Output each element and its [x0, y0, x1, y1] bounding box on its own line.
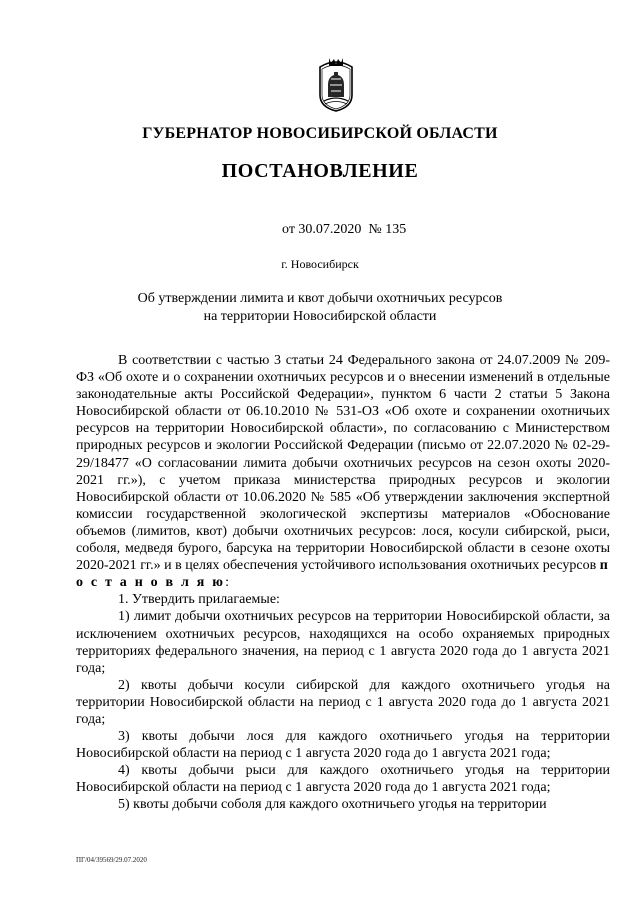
preamble-text: В соответствии с частью 3 статьи 24 Федерального закона от 24.07.2009 № 209-ФЗ «Об охоте и о сохранении охотничьих ресурсов и о внесении изменений в отдельные законодательные акты Российской Федерации», пунктом 6 части 2 статьи 5 Закона Новосибирской области от 06.10.2010 № 531-ОЗ «Об охоте и сохранении охотничьих ресурсов на территории Новосибирской области», по согласованию с Министерством природных ресурсов и экологии Российской Федерации (письмо от 22.07.2020 № 02-29-29/18477 «О согласовании лимита добычи охотничьих ресурсов на сезон охоты 2020-2021 гг.»), с учетом приказа министерства природных ресурсов и экологии Новосибирской области от 10.06.2020 № 585 «Об утверждении заключения экспертной комиссии государственной экологической экспертизы материалов «Обоснование объемов (лимитов, квот) добычи охотничьих ресурсов: лося, косули сибирской, рыси, соболя, медведя бурого, барсука на территории Новосибирской области в сезоне охоты 2020-2021 гг.» и в целях обеспечения устойчивого использования охотничьих ресурсов: [76, 353, 610, 574]
document-city: г. Новосибирск: [281, 257, 359, 271]
body-item: 1) лимит добычи охотничьих ресурсов на территории Новосибирской области, за исключением охотничьих ресурсов, находящихся на особо охраняемых природных территориях федерального значения, на период с 1 августа 2020 года до 1 августа 2021 года;: [76, 609, 610, 676]
body-item: 2) квоты добычи косули сибирской для каждого охотничьего угодья на территории Новосибирской области на период с 1 августа 2020 года до 1 августа 2021 года;: [76, 677, 610, 727]
governor-heading: ГУБЕРНАТОР НОВОСИБИРСКОЙ ОБЛАСТИ: [142, 125, 498, 142]
body-item: 4) квоты добычи рыси для каждого охотничьего угодья на территории Новосибирской области на период с 1 августа 2020 года до 1 августа 2021 года;: [76, 763, 610, 796]
body-item: 3) квоты добычи лося для каждого охотничьего угодья на территории Новосибирской области на период с 1 августа 2020 года до 1 августа 2021 года;: [76, 729, 610, 762]
title-line-2: на территории Новосибирской области: [203, 309, 437, 324]
coat-of-arms-emblem: [316, 55, 356, 113]
document-body: [76, 352, 610, 814]
preamble-paragraph: [76, 352, 610, 591]
footer-document-code: ПГ/04/39569/29.07.2020: [76, 856, 147, 864]
document-title: [0, 290, 640, 326]
document-type-heading: ПОСТАНОВЛЕНИЕ: [221, 160, 419, 182]
decree-colon: :: [225, 575, 230, 591]
title-line-1: Об утверждении лимита и квот добычи охотничьих ресурсов: [137, 291, 503, 306]
body-item: 1. Утвердить прилагаемые:: [118, 592, 280, 608]
body-item: 5) квоты добычи соболя для каждого охотничьего угодья на территории: [118, 797, 547, 813]
decree-word: п о с т а н о в л я ю: [76, 558, 610, 591]
document-date-number: от 30.07.2020 № 135: [282, 222, 407, 237]
